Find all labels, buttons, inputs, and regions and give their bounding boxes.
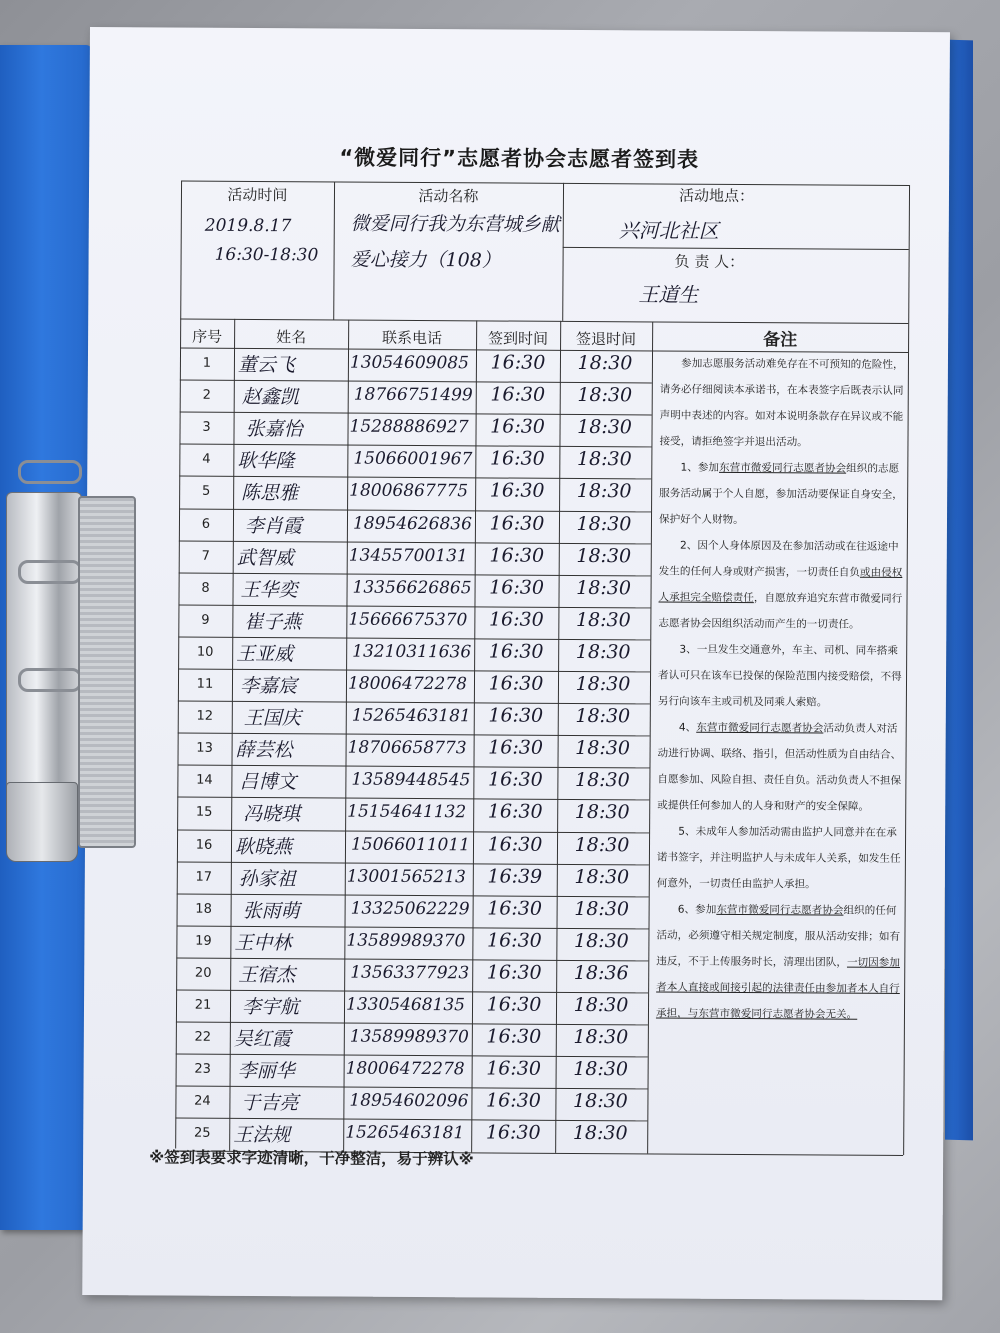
clip-spring-lower — [18, 668, 82, 692]
phone-number: 13305468135 — [345, 994, 466, 1016]
row-number: 23 — [194, 1061, 211, 1077]
sign-in-time: 16:30 — [490, 383, 546, 406]
sign-out-time: 18:30 — [573, 1058, 629, 1081]
volunteer-name: 陈思雅 — [241, 482, 299, 505]
sign-out-time: 18:30 — [575, 608, 631, 632]
sign-in-time: 16:30 — [485, 1089, 541, 1113]
volunteer-name: 耿华隆 — [237, 450, 295, 473]
clip-spring-top — [18, 460, 82, 484]
phone-number: 15666675370 — [348, 609, 468, 631]
sign-out-time: 18:30 — [577, 416, 633, 439]
sign-out-time: 18:30 — [574, 833, 630, 856]
sign-in-time: 16:30 — [489, 447, 545, 471]
activity-place-value: 兴河北社区 — [618, 218, 719, 243]
volunteer-name: 赵鑫凯 — [241, 386, 299, 409]
notes-intro: 参加志愿服务活动难免存在不可预知的危险性，请务必仔细阅读本承诺书，在本表签字后既表示认同声明中表述的内容。如对本说明条款存在异议或不能接受，请拒绝签字并退出活动。 — [659, 357, 904, 449]
volunteer-name: 武智威 — [236, 546, 294, 569]
notes-p6: 6、参加东营市微爱同行志愿者协会组织的任何活动，必须遵守相关规定制度，服从活动安排；如有违反，不于上传服务时长，清理出团队，一切因参加者本人直接或间接引起的法律责任由参加者本人自行承担，与东营市微爱同行志愿者协会无关。 — [655, 903, 901, 1021]
activity-time-range: 16:30-18:30 — [214, 244, 319, 266]
sign-out-time: 18:30 — [576, 480, 632, 503]
phone-number: 13001565213 — [346, 866, 466, 887]
phone-number: 18006867775 — [349, 480, 469, 502]
sign-in-time: 16:30 — [490, 415, 546, 438]
row-number: 19 — [195, 933, 212, 949]
phone-number: 18954626836 — [352, 513, 473, 534]
phone-number: 13563377923 — [350, 962, 470, 984]
volunteer-name: 王亚威 — [236, 642, 294, 666]
row-number: 10 — [196, 644, 214, 660]
phone-number: 13356626865 — [352, 577, 472, 599]
phone-number: 15066001967 — [353, 448, 473, 470]
activity-place-label: 活动地点： — [678, 186, 755, 206]
sign-out-time: 18:30 — [576, 448, 632, 471]
volunteer-name: 王中林 — [234, 931, 292, 955]
sign-in-time: 16:30 — [486, 1025, 542, 1048]
sign-out-time: 18:30 — [577, 351, 633, 375]
notes-p5: 5、未成年人参加活动需由监护人同意并在在承诺书签字，并注明监护人与未成年人关系，如发生任何意外，一切责任由监护人承担。 — [656, 825, 901, 891]
row-number: 8 — [201, 580, 210, 596]
phone-number: 13325062229 — [350, 898, 470, 920]
col-header-signin: 签到时间 — [488, 329, 549, 348]
sign-in-sheet — [82, 27, 950, 1300]
leader-value: 王道生 — [638, 282, 699, 307]
binder-clip — [6, 452, 132, 862]
sign-out-time: 18:30 — [575, 705, 631, 728]
clip-spring-middle — [18, 560, 82, 584]
sign-in-time: 16:30 — [488, 736, 544, 759]
phone-number: 15265463181 — [351, 705, 471, 727]
row-number: 12 — [196, 708, 214, 724]
clip-plate — [6, 492, 82, 794]
sign-out-time: 18:36 — [573, 961, 629, 985]
notes-p2: 2、因个人身体原因及在参加活动或在往返途中发生的任何人身或财产损害，一切责任自负或由侵权人承担完全赔偿责任，自愿放弃追究东营市微爱同行志愿者协会因组织活动而产生的一切责任。 — [658, 539, 903, 631]
notes-p1: 1、参加东营市微爱同行志愿者协会组织的志愿服务活动属于个人自愿，参加活动要保证自身安全，保护好个人财物。 — [658, 461, 903, 527]
sign-out-time: 18:30 — [573, 1026, 629, 1049]
volunteer-name: 张雨萌 — [242, 899, 300, 922]
leader-label: 负 责 人： — [674, 252, 745, 271]
activity-name-line1: 微爱同行我为东营城乡献 — [350, 212, 560, 236]
volunteer-name: 吴红霞 — [233, 1027, 291, 1051]
sign-in-time: 16:30 — [487, 800, 543, 824]
sign-in-time: 16:30 — [489, 576, 545, 599]
sign-out-time: 18:30 — [574, 897, 630, 920]
info-divider-3 — [563, 247, 909, 250]
activity-name-line2: 爱心接力（108） — [350, 248, 501, 272]
sign-in-time: 16:30 — [490, 351, 546, 374]
phone-number: 15066011011 — [350, 834, 471, 855]
sign-in-time: 16:30 — [489, 479, 545, 503]
phone-number: 13210311636 — [352, 641, 472, 663]
folder-edge — [945, 40, 973, 1141]
phone-number: 13589989370 — [346, 930, 466, 952]
row-number: 6 — [201, 516, 211, 532]
volunteer-name: 李宇航 — [241, 995, 300, 1019]
row-number: 13 — [196, 740, 213, 756]
row-number: 9 — [201, 612, 210, 628]
sign-in-time: 16:30 — [486, 929, 542, 952]
volunteer-name: 王国庆 — [243, 707, 301, 730]
sign-in-time: 16:30 — [485, 1121, 541, 1145]
col-header-no: 序号 — [192, 327, 223, 346]
volunteer-name: 李嘉宸 — [239, 674, 298, 698]
sign-out-time: 18:30 — [577, 384, 633, 407]
notes-p3: 3、一旦发生交通意外，车主、司机、同车搭乘者认可只在该车已投保的保险范围内接受赔偿，不得另行向该车主或司机及同乘人索赔。 — [657, 643, 902, 709]
sign-out-time: 18:30 — [573, 929, 629, 953]
col-header-phone: 联系电话 — [382, 328, 443, 348]
sign-out-time: 18:30 — [575, 672, 631, 696]
volunteer-name: 董云飞 — [237, 353, 296, 377]
row-number: 14 — [196, 772, 213, 789]
phone-number: 18766751499 — [353, 384, 473, 406]
volunteer-name: 王华奕 — [240, 578, 298, 601]
sign-out-time: 18:30 — [574, 801, 630, 824]
volunteer-name: 崔子燕 — [244, 610, 302, 634]
phone-number: 18954602096 — [349, 1090, 469, 1112]
sign-out-time: 18:30 — [576, 544, 632, 567]
row-number: 24 — [194, 1093, 211, 1110]
sign-out-time: 18:30 — [572, 1122, 628, 1145]
col-header-signout: 签退时间 — [576, 329, 637, 349]
phone-number: 13054609085 — [349, 352, 469, 374]
sign-in-time: 16:30 — [489, 544, 545, 567]
row-number: 7 — [201, 548, 210, 564]
row-number: 25 — [193, 1126, 211, 1142]
phone-number: 18006472278 — [345, 1058, 465, 1080]
row-number: 21 — [194, 997, 212, 1013]
sign-out-time: 18:30 — [575, 640, 631, 664]
row-number: 3 — [202, 419, 211, 435]
footer-note: ※签到表要求字迹清晰，干净整洁，易于辨认※ — [149, 1148, 474, 1169]
clip-base — [6, 782, 78, 862]
row-number: 1 — [202, 355, 212, 371]
volunteer-name: 李肖霞 — [244, 514, 303, 537]
info-bottom-border — [180, 319, 908, 324]
sign-out-time: 18:30 — [574, 865, 630, 888]
sign-in-time: 16:30 — [487, 897, 543, 920]
notes-p4: 4、东营市微爱同行志愿者协会活动负责人对活动进行协调、联络、指引，但活动性质为自由结合、自愿参加、风险自担、责任自负。活动负责人不担保或提供任何参加人的人身和财产的安全保障。 — [657, 721, 902, 813]
sign-in-time: 16:30 — [488, 640, 544, 663]
clip-lever[interactable] — [78, 496, 136, 848]
row-number: 18 — [195, 901, 212, 917]
sign-out-time: 18:30 — [573, 993, 629, 1017]
row-number: 11 — [196, 676, 214, 692]
sign-in-time: 16:30 — [489, 511, 545, 535]
sign-in-time: 16:30 — [486, 1057, 542, 1080]
volunteer-name: 于吉亮 — [241, 1092, 299, 1115]
volunteer-name: 冯晓琪 — [243, 803, 301, 826]
row-number: 2 — [202, 387, 211, 403]
volunteer-name: 张嘉怡 — [245, 418, 303, 441]
phone-number: 13455700131 — [348, 545, 468, 566]
volunteer-name: 李丽华 — [237, 1060, 295, 1083]
sign-in-time: 16:30 — [487, 832, 543, 856]
page-title: “微爱同行”志愿者协会志愿者签到表 — [339, 145, 700, 172]
sign-out-time: 18:30 — [576, 512, 632, 535]
sign-in-time: 16:39 — [487, 865, 543, 888]
volunteer-name: 孙家祖 — [238, 867, 296, 890]
sign-out-time: 18:30 — [572, 1090, 628, 1113]
phone-number: 13589448545 — [351, 769, 471, 791]
row-number: 17 — [195, 869, 213, 885]
row-number: 15 — [195, 805, 213, 821]
volunteer-name: 王法规 — [233, 1124, 291, 1147]
volunteer-name: 吕博文 — [239, 771, 297, 794]
row-number: 20 — [194, 965, 212, 981]
remarks-text — [656, 350, 904, 1027]
phone-number: 18706658773 — [347, 737, 467, 759]
activity-time-label: 活动时间 — [227, 185, 288, 205]
activity-date: 2019.8.17 — [204, 215, 292, 237]
row-number: 22 — [194, 1029, 212, 1045]
sign-in-time: 16:30 — [488, 704, 544, 727]
col-header-remarks: 备注 — [763, 330, 798, 351]
phone-number: 15154641132 — [347, 801, 467, 823]
volunteer-name: 王宿杰 — [238, 963, 296, 987]
activity-name-label: 活动名称 — [418, 187, 479, 206]
sign-out-time: 18:30 — [575, 737, 631, 760]
sign-in-time: 16:30 — [488, 608, 544, 631]
row-number: 4 — [202, 451, 211, 468]
sign-in-time: 16:30 — [488, 672, 544, 695]
sign-out-time: 18:30 — [576, 576, 632, 600]
sign-in-time: 16:30 — [486, 961, 542, 984]
sign-out-time: 18:30 — [574, 769, 630, 792]
phone-number: 13589989370 — [349, 1026, 469, 1048]
phone-number: 18006472278 — [347, 673, 468, 695]
volunteer-name: 耿晓燕 — [234, 835, 293, 858]
phone-number: 15288886927 — [349, 416, 469, 438]
phone-number: 15265463181 — [345, 1122, 465, 1144]
sign-in-time: 16:30 — [486, 993, 542, 1016]
volunteer-name: 薛芸松 — [235, 739, 293, 762]
col-header-name: 姓名 — [276, 328, 307, 347]
row-number: 16 — [195, 837, 213, 853]
sign-in-time: 16:30 — [487, 768, 543, 792]
row-number: 5 — [201, 484, 211, 500]
